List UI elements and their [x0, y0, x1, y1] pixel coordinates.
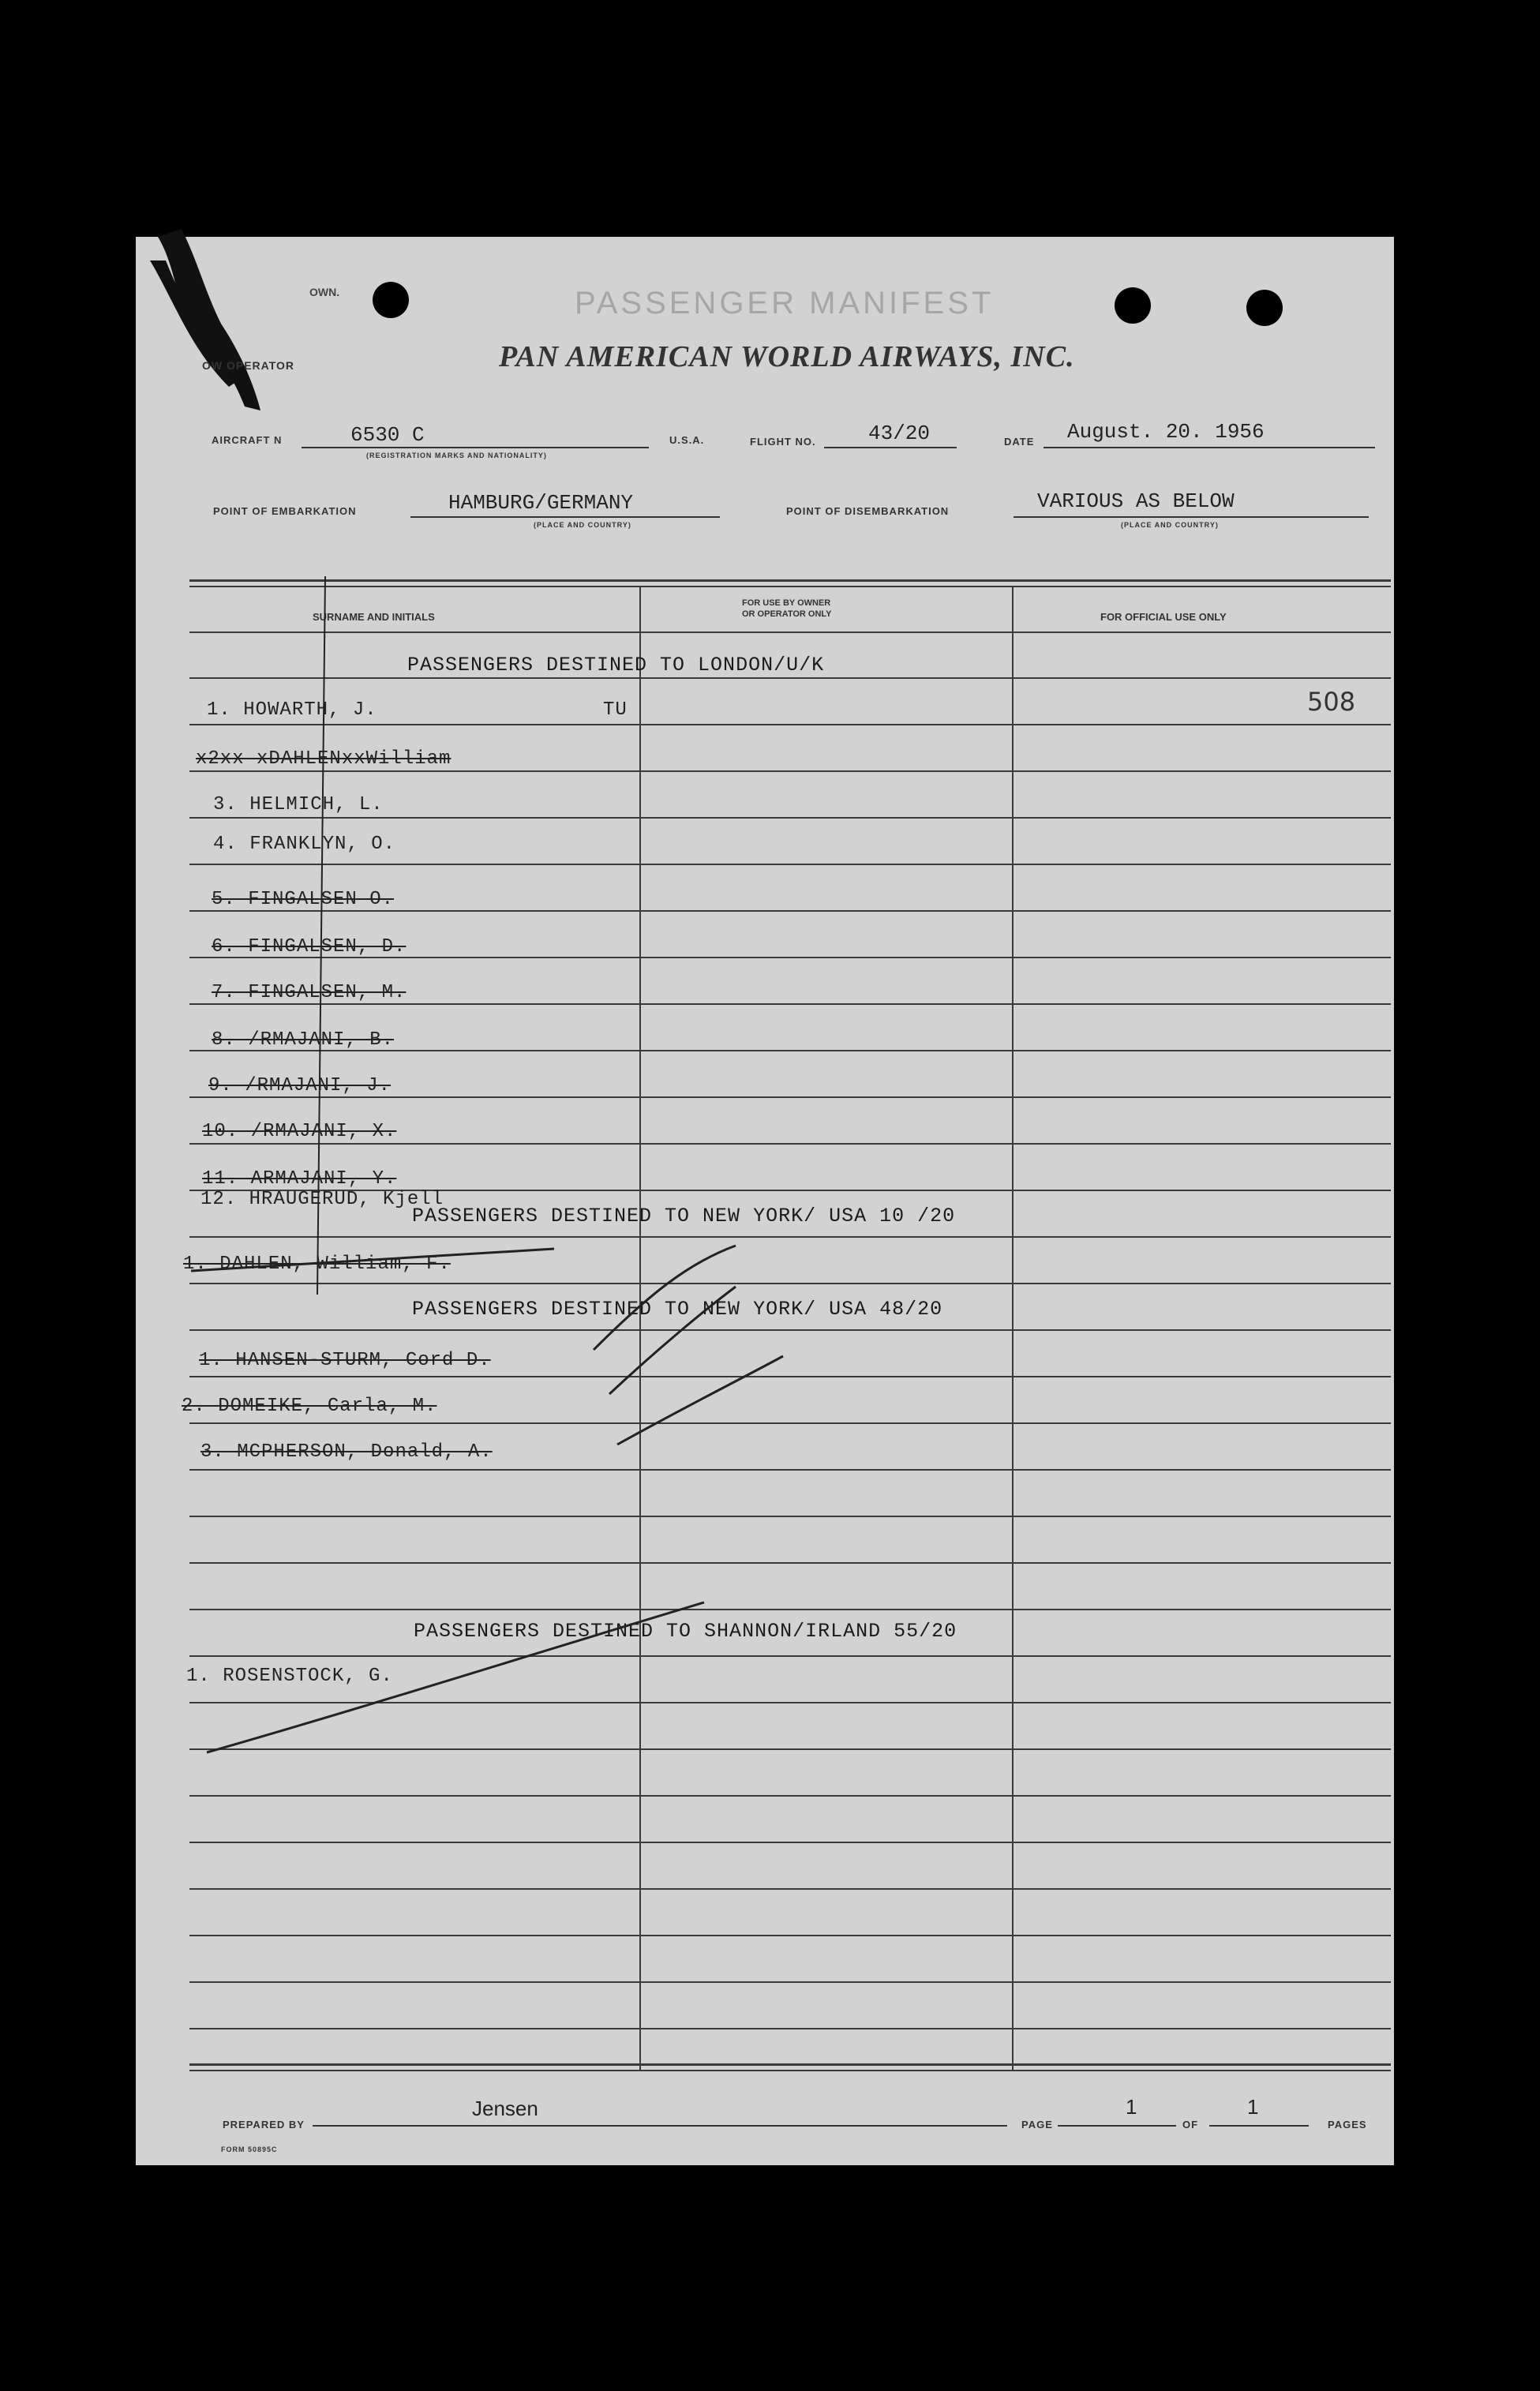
row-rule: [189, 1422, 1391, 1424]
row-rule: [189, 1609, 1391, 1610]
row-rule: [189, 1935, 1391, 1936]
official-entry: 508: [1307, 687, 1356, 717]
of-label: OF: [1182, 2119, 1199, 2131]
date-value: August. 20. 1956: [1067, 420, 1265, 444]
row-rule: [189, 1003, 1391, 1005]
passenger-row: 1. DAHLEN, William, F.: [183, 1254, 451, 1275]
disembark-label: POINT OF DISEMBARKATION: [786, 505, 950, 517]
passenger-row: 2. DOMEIKE, Carla, M.: [182, 1396, 437, 1417]
row-rule: [189, 1376, 1391, 1377]
flight-value: 43/20: [868, 422, 931, 445]
passenger-row: 1. HANSEN-STURM, Cord D.: [199, 1350, 491, 1371]
row-rule: [189, 1702, 1391, 1703]
row-rule: [189, 677, 1391, 679]
passenger-row-struck: x2xx xDAHLENxxWilliam: [196, 748, 452, 770]
table-bottom-rule: [189, 2063, 1391, 2066]
manifest-paper: [136, 237, 1394, 2165]
row-rule: [189, 817, 1391, 819]
row-rule: [189, 631, 1391, 633]
official-column-header: FOR OFFICIAL USE ONLY: [1100, 611, 1227, 623]
row-rule: [189, 1655, 1391, 1657]
passenger-row: 3. HELMICH, L.: [213, 794, 384, 815]
passenger-row: 1. ROSENSTOCK, G.: [186, 1666, 393, 1687]
passenger-row: 6. FINGALSEN, D.: [212, 936, 407, 958]
page-label: PAGE: [1021, 2119, 1053, 2131]
row-rule: [189, 1283, 1391, 1284]
owner-top-label: OWN.: [309, 286, 340, 298]
flight-underline: [824, 447, 957, 448]
embark-caption: (PLACE AND COUNTRY): [534, 521, 631, 529]
table-bottom-rule: [189, 2070, 1391, 2071]
section-heading-newyork-1: PASSENGERS DESTINED TO NEW YORK/ USA 10 /20: [412, 1205, 956, 1227]
row-rule: [189, 1748, 1391, 1750]
section-heading-shannon: PASSENGERS DESTINED TO SHANNON/IRLAND 55/20: [414, 1620, 957, 1643]
form-code: FORM 50895C: [221, 2146, 278, 2153]
aircraft-value: 6530 C: [350, 423, 425, 447]
passenger-row-note: TU: [603, 699, 628, 721]
prepared-by-underline: [313, 2125, 1007, 2127]
embark-underline: [410, 516, 720, 518]
table-top-rule: [189, 586, 1391, 587]
page-value: 1: [1126, 2095, 1137, 2119]
section-heading-newyork-2: PASSENGERS DESTINED TO NEW YORK/ USA 48/20: [412, 1298, 943, 1321]
punch-hole: [373, 282, 409, 318]
row-rule: [189, 1143, 1391, 1145]
manifest-title: PASSENGER MANIFEST: [575, 286, 995, 320]
aircraft-label: AIRCRAFT N: [212, 434, 283, 446]
usa-label: U.S.A.: [669, 434, 705, 446]
aircraft-underline: [302, 447, 649, 448]
passenger-row: 4. FRANKLYN, O.: [213, 834, 396, 855]
row-rule: [189, 910, 1391, 912]
disembark-underline: [1014, 516, 1369, 518]
row-rule: [189, 1842, 1391, 1843]
section-heading-london: PASSENGERS DESTINED TO LONDON/U/K: [407, 654, 825, 676]
passenger-row: 3. MCPHERSON, Donald, A.: [200, 1441, 493, 1463]
company-name: PAN AMERICAN WORLD AIRWAYS, INC.: [499, 340, 1075, 373]
disembark-caption: (PLACE AND COUNTRY): [1121, 521, 1219, 529]
row-rule: [189, 1562, 1391, 1564]
owner-column-header-1: FOR USE BY OWNER: [742, 598, 831, 608]
passenger-row: 8. /RMAJANI, B.: [212, 1029, 395, 1051]
owner-column-header-2: OR OPERATOR ONLY: [742, 609, 832, 619]
prepared-by-label: PREPARED BY: [223, 2119, 305, 2131]
row-rule: [189, 864, 1391, 865]
passenger-row: 7. FINGALSEN, M.: [212, 982, 407, 1003]
row-rule: [189, 724, 1391, 725]
row-rule: [189, 1888, 1391, 1890]
passenger-row: 9. /RMAJANI, J.: [208, 1075, 392, 1096]
punch-hole: [1115, 287, 1151, 324]
row-rule: [189, 1981, 1391, 1983]
of-value: 1: [1247, 2095, 1259, 2119]
date-underline: [1044, 447, 1375, 448]
row-rule: [189, 1236, 1391, 1238]
disembark-value: VARIOUS AS BELOW: [1037, 489, 1235, 513]
row-rule: [189, 2028, 1391, 2029]
row-rule: [189, 1096, 1391, 1098]
row-rule: [189, 1329, 1391, 1331]
page-underline: [1058, 2125, 1176, 2127]
pages-label: PAGES: [1328, 2119, 1367, 2131]
of-underline: [1209, 2125, 1309, 2127]
registration-caption: (REGISTRATION MARKS AND NATIONALITY): [366, 452, 547, 459]
passenger-row: 1. HOWARTH, J.: [207, 699, 377, 721]
row-rule: [189, 1469, 1391, 1471]
ink-scrawl: [126, 229, 268, 418]
row-rule: [189, 1516, 1391, 1517]
passenger-row: 12. HRAUGERUD, Kjell: [200, 1189, 444, 1210]
embark-label: POINT OF EMBARKATION: [213, 505, 357, 517]
passenger-row: 10. /RMAJANI, X.: [202, 1121, 397, 1142]
row-rule: [189, 1795, 1391, 1797]
table-top-rule: [189, 579, 1391, 582]
passenger-row: 11. ARMAJANI, Y.: [202, 1168, 397, 1190]
passenger-row: 5. FINGALSEN O.: [212, 889, 395, 910]
prepared-by-value: Jensen: [472, 2097, 538, 2120]
row-rule: [189, 770, 1391, 772]
embark-value: HAMBURG/GERMANY: [448, 491, 634, 515]
owner-operator-label: OW OPERATOR: [202, 359, 295, 372]
flight-label: FLIGHT NO.: [750, 436, 816, 448]
date-label: DATE: [1004, 436, 1035, 448]
punch-hole: [1246, 290, 1283, 326]
surname-column-header: SURNAME AND INITIALS: [313, 611, 435, 623]
